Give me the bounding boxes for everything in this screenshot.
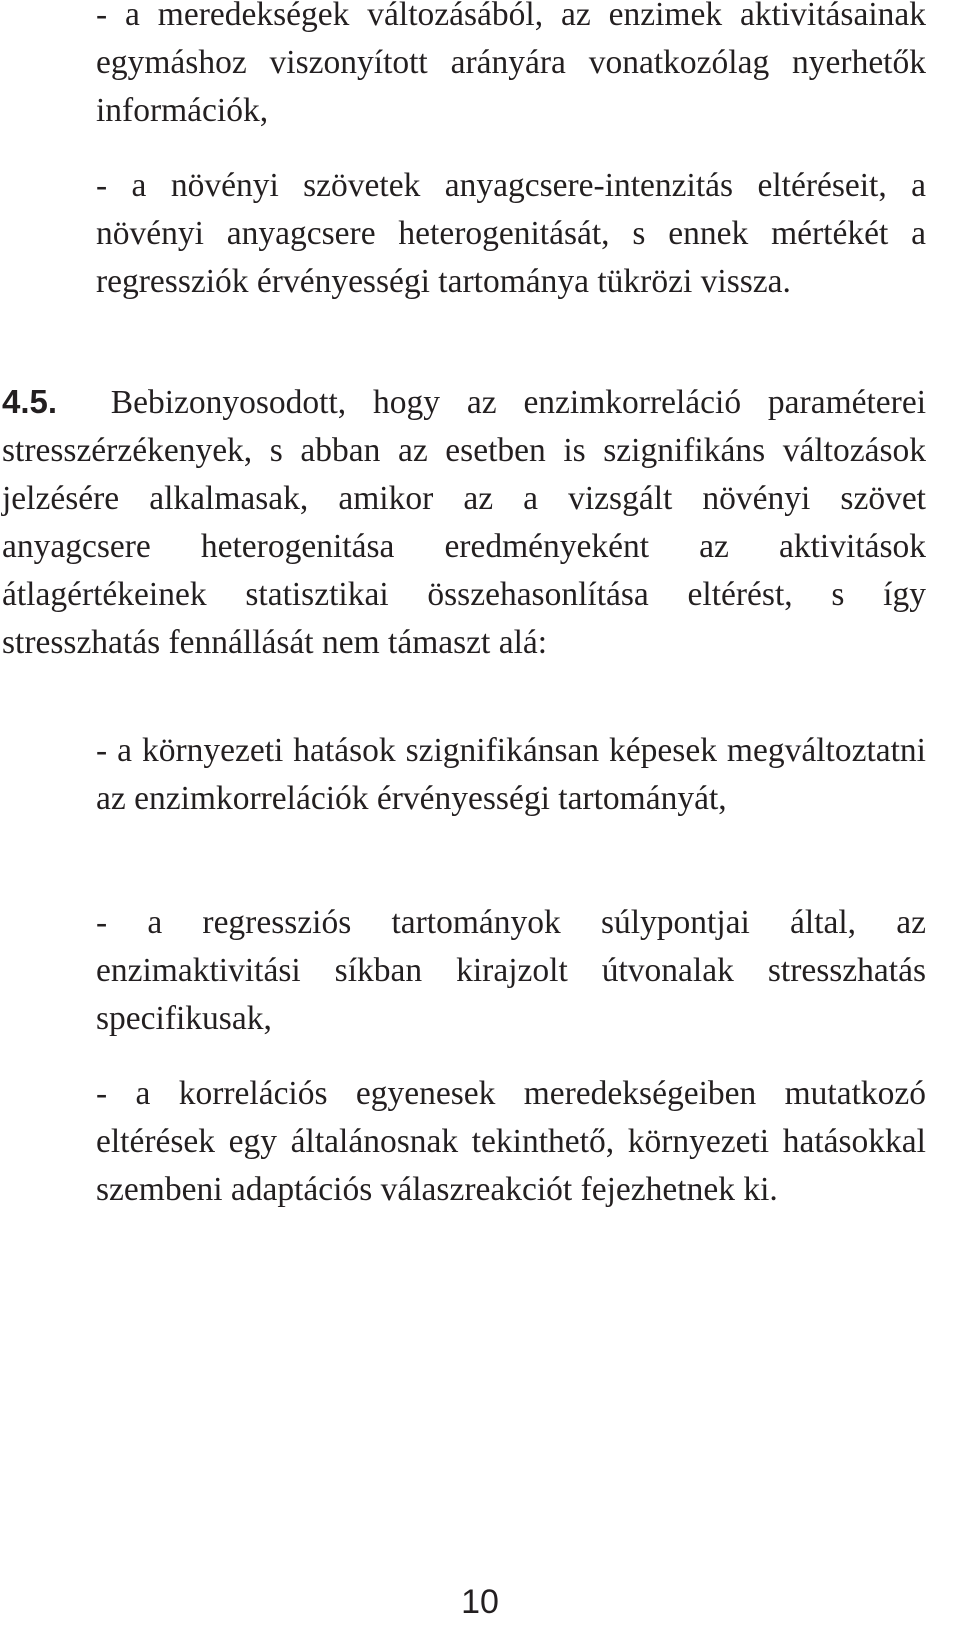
page-number: 10 <box>461 1583 499 1621</box>
bullet-regression-centroids: - a regressziós tartományok súlypontjai által, az enzimaktivitási síkban kirajzolt útvonalak stresszhatás specifikusak, <box>96 904 926 1037</box>
section-body-text: Bebizonyosodott, hogy az enzimkorreláció paraméterei stresszérzékenyek, s abban az esetben is szignifikáns változások jelzésére alkalmasak, amikor az a vizsgált növényi szövet anyagcsere heterogenitása eredményeként az aktivitások átlagértékeinek statisztikai összehasonlítása eltérést, s így stresszhatás fennállását nem támaszt alá: <box>2 384 927 661</box>
bullet-correlation-slopes: - a korrelációs egyenesek meredekségeiben mutatkozó eltérések egy általánosnak tekinthető, környezeti hatásokkal szembeni adaptációs válaszreakciót fejezhetnek ki. <box>96 1075 926 1208</box>
bullet-metabolic-heterogeneity: - a növényi szövetek anyagcsere-intenzitás eltéréseit, a növényi anyagcsere heterogenitását, s ennek mértékét a regressziók érvényességi tartománya tükrözi vissza. <box>96 167 926 300</box>
bullet-slope-changes: - a meredekségek változásából, az enzimek aktivitásainak egymáshoz viszonyított arányára vonatkozólag nyerhetők információk, <box>96 0 926 129</box>
section-number: 4.5. <box>2 383 58 420</box>
section-4-5-paragraph <box>2 378 926 667</box>
bullet-validity-range: - a környezeti hatások szignifikánsan képesek megváltoztatni az enzimkorrelációk érvényességi tartományát, <box>96 732 926 817</box>
